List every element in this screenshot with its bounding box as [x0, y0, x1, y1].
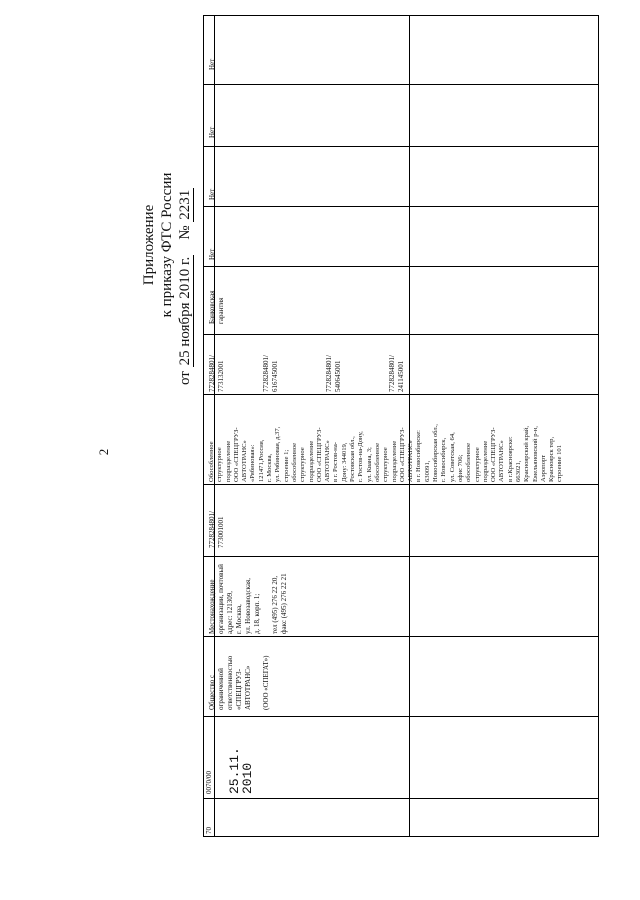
net-cell-4 [204, 16, 409, 84]
registry-table [203, 15, 599, 837]
date-cell [224, 716, 264, 798]
page-number: 2 [96, 448, 111, 456]
order-number: 2231 [177, 189, 193, 220]
net-value-2: Нет [208, 188, 216, 200]
org-name-cell [204, 636, 409, 716]
number-prefix: № [177, 225, 193, 240]
appendix-title: Приложение [141, 204, 157, 286]
organization-name: Общество с ограниченной ответственностью «СПЕЦГРУЗ- АВТОТРАНС» (ООО «СПЕГАТ») [208, 655, 270, 710]
guarantee-type: Банковская гарантия [208, 290, 225, 324]
location-cell [204, 556, 409, 636]
net-cell-2 [204, 146, 409, 206]
net-cell-3 [204, 84, 409, 146]
branches-list: Обособленное структурное подразделение ООО «СПЕЦГРУЗ- АВТОТРАНС» «Рябиновая»: 121471,Россия, г. Москва, ул. Рябиновая, д.37, строение 1; обособленное структурное подразделение ООО «СПЕЦГРУЗ- АВТОТРАНС» в г. Ростов-на- Дону: 344019, Ростовская обл., г. Ростов-на-Дону, ул. Квана, 3; обособленное структурное подразделение ООО «СПЕЦГРУЗ- АВТОТРАНС» в г. Новосибирске: 630091, Новосибирская обл., г. Новосибирск, ул. Советская, 64, офис 706; обособленное структурное подразделение ООО «СПЕЦГРУЗ- АВТОТРАНС» в г.Красноярске: 663021, Красноярский край, Емельяновский р-н, Аэропорт Красноярск тер, строение 101 [208, 424, 564, 482]
branch-codes: 7728284801/ 773132001 7728284801/ 616745001 7728284801/ 540645001 7728284801/ 241145001 [208, 355, 405, 392]
inn-kpp-cell [204, 484, 409, 556]
guarantee-cell [204, 266, 409, 334]
order-date: 25 ноября 2010 г. [177, 256, 193, 366]
net-value-3: Нет [208, 126, 216, 138]
net-value-1: Нет [208, 248, 216, 260]
net-value-4: Нет [208, 58, 216, 70]
row-index: 70 [205, 827, 213, 834]
license-number-cell [204, 716, 224, 798]
branch-codes-cell [204, 334, 409, 394]
row-index-cell [204, 798, 214, 838]
appendix-order-ref: к приказу ФТС России [159, 172, 175, 318]
appendix-date-line [176, 105, 194, 385]
branches-cell [204, 394, 564, 484]
organization-location: Местонахождение организации, почтовый адрес: 121309, г. Москва, ул. Новозаводская, д. 18, корп. 1; тел (495) 276 22 20, факс (495) 276 22 21 [208, 564, 288, 634]
empty-column [409, 16, 599, 838]
net-cell-1 [204, 206, 409, 266]
inn-kpp: 7728284801/ 773001001 [208, 511, 225, 548]
date-prefix: от [177, 371, 193, 385]
registration-date: 25.11. 2010 [227, 747, 255, 794]
appendix-header [140, 105, 200, 385]
license-number: 0070/00 [205, 771, 213, 794]
